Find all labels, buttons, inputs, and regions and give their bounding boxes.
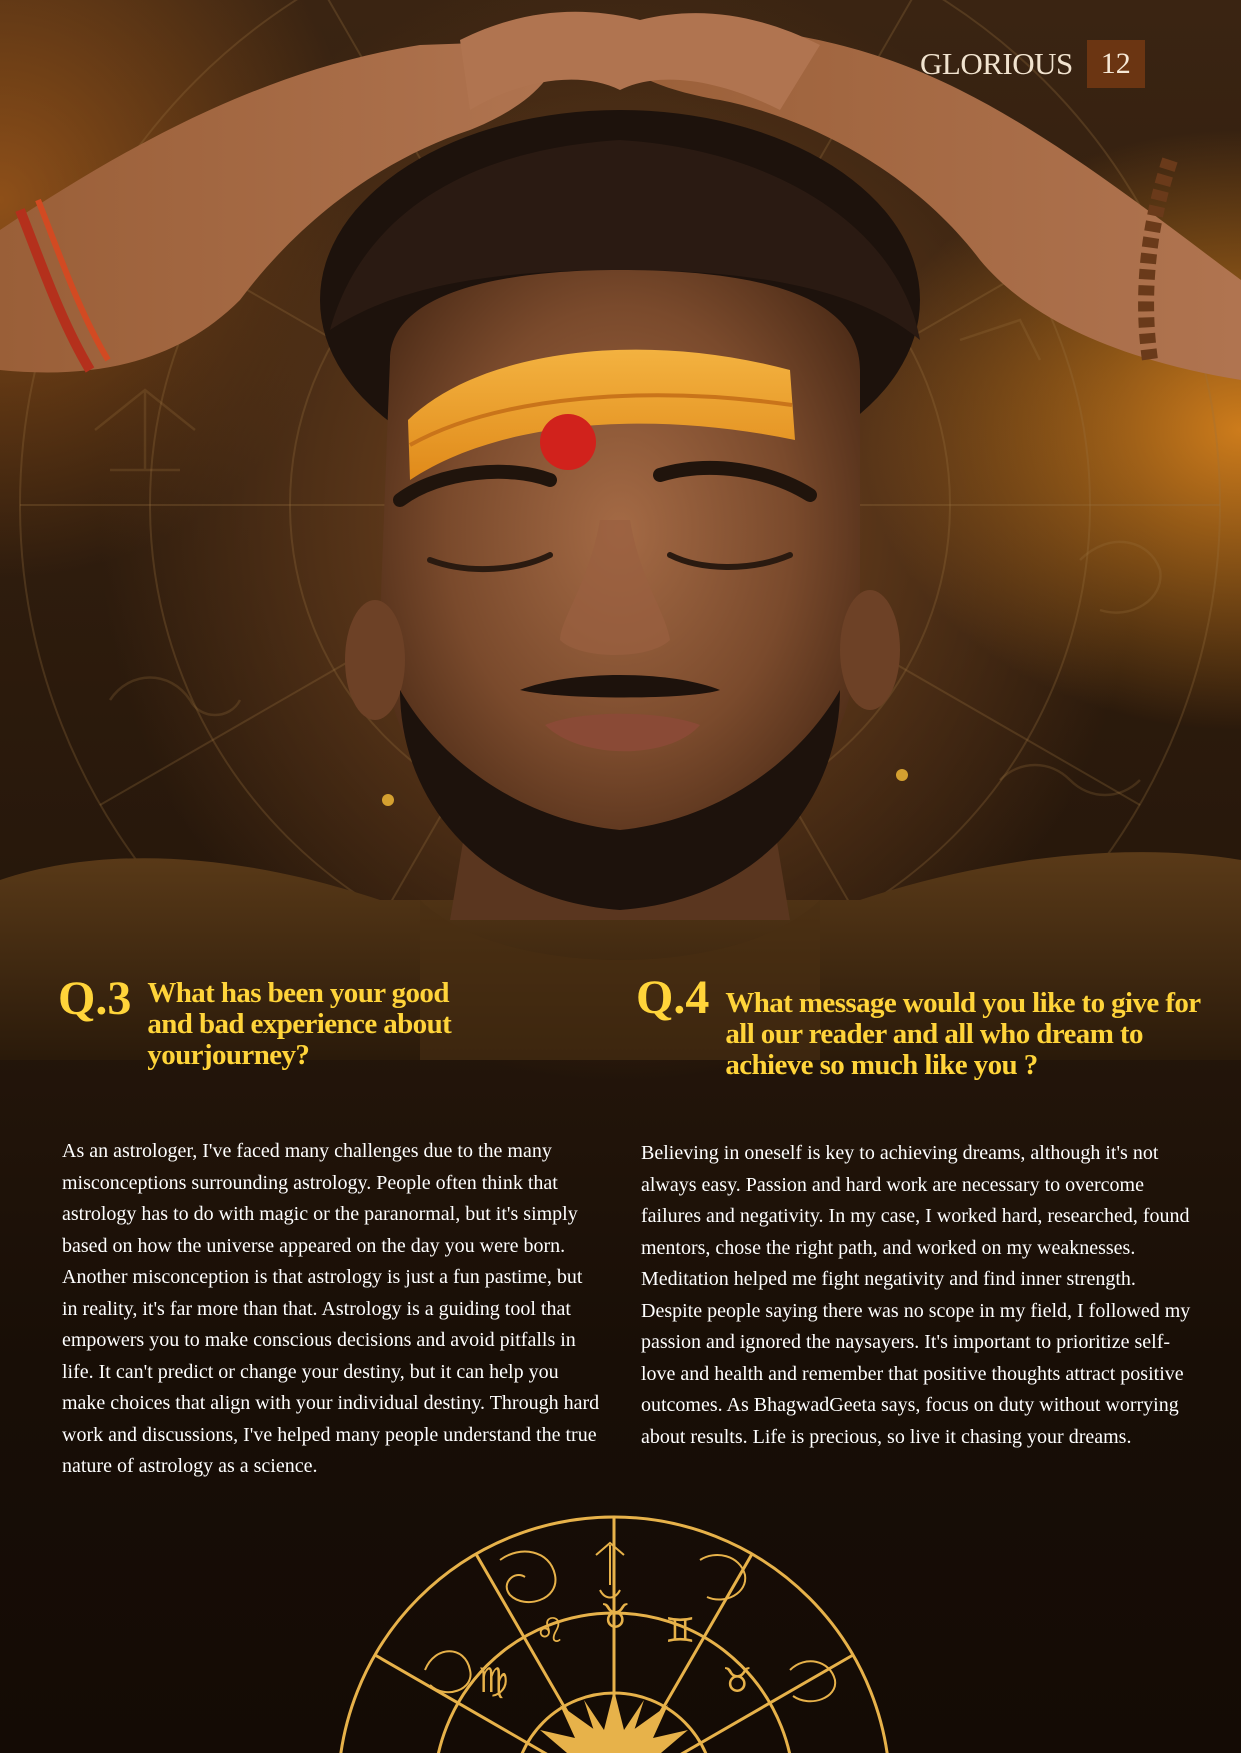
taurus-glyph: ♉ bbox=[600, 1597, 631, 1637]
question-4-heading bbox=[636, 971, 1226, 1081]
question-4-number: Q.4 bbox=[636, 971, 710, 1024]
question-3-answer: As an astrologer, I've faced many challenges due to the many misconceptions surrounding astrology. People often think that astrology has to do with magic or the paranormal, but it's simply based on how the universe appeared on the day you were born. Another misconception is that astrology is just a fun pastime, but in reality, it's far more than that. Astrology is a guiding tool that empowers you to make conscious decisions and avoid pitfalls in life. It can't predict or change your destiny, but it can help you make choices that align with your individual destiny. Through hard work and discussions, I've helped many people understand the true nature of astrology as a science. bbox=[62, 1140, 600, 1477]
question-3-heading bbox=[58, 972, 558, 1071]
question-4-title: What message would you like to give for all our reader and all who dream to achieve so much like you ? bbox=[725, 987, 1201, 1081]
taurus-glyph-2: ♉ bbox=[722, 1661, 753, 1701]
question-3-number: Q.3 bbox=[58, 972, 132, 1025]
zodiac-wheel-decoration bbox=[0, 1500, 1241, 1753]
magazine-brand: GLORIOUS bbox=[920, 46, 1073, 81]
question-3-title: What has been your good and bad experience about yourjourney? bbox=[147, 977, 452, 1071]
leo-glyph: ♌ bbox=[535, 1611, 566, 1651]
masthead bbox=[920, 40, 1145, 88]
page-number-badge: 12 bbox=[1087, 40, 1145, 88]
gemini-glyph: ♊ bbox=[665, 1611, 696, 1651]
virgo-glyph: ♍ bbox=[478, 1661, 509, 1701]
question-4-answer: Believing in oneself is key to achieving dreams, although it's not always easy. Passion and hard work are necessary to overcome failures and negativity. In my case, I worked hard, researched, found mentors, chose the right path, and worked on my weaknesses. Meditation helped me fight negativity and find inner strength. Despite people saying there was no scope in my field, I followed my passion and ignored the naysayers. It's important to prioritize self-love and health and remember that positive thoughts attract positive outcomes. As BhagwadGeeta says, focus on duty without worrying about results. Life is precious, so live it chasing your dreams. bbox=[641, 1142, 1191, 1448]
